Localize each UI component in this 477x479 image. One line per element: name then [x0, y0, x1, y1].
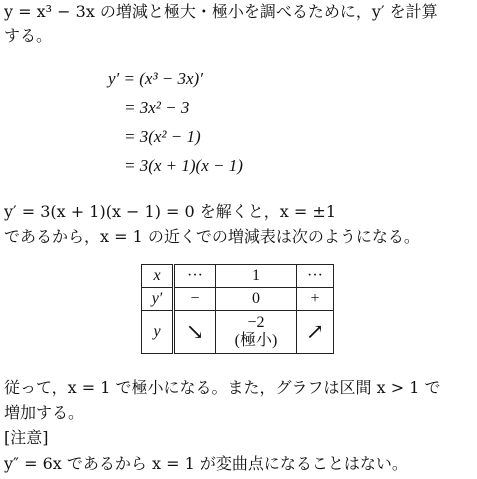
intro-line-2: する。 — [4, 26, 53, 45]
local-minimum-value: −2 — [247, 314, 265, 331]
table-cell-derivative-center: 0 — [216, 288, 297, 311]
conclusion-line-2: 増加する。 — [4, 403, 85, 422]
table-row-function — [142, 311, 334, 354]
local-minimum-note: (極小) — [234, 332, 278, 349]
table-cell-derivative-label: y′ — [142, 288, 174, 311]
increasing-arrow-icon: ↗ — [305, 319, 325, 344]
solve-line-2: であるから，x = 1 の近くでの増減表は次のようになる。 — [4, 227, 420, 246]
derivation-step-1: y′ = (x³ − 3x)′ — [108, 69, 203, 88]
table-cell-x-left: ··· — [174, 265, 216, 288]
table-row-x — [142, 265, 334, 288]
decreasing-arrow-icon: ↘ — [185, 319, 205, 344]
increase-decrease-table — [141, 264, 334, 354]
table-cell-derivative-right: + — [297, 288, 334, 311]
conclusion-line-1: 従って，x = 1 で極小になる。また，グラフは区間 x > 1 で — [4, 378, 441, 397]
note-heading: [注意] — [4, 428, 49, 447]
table-cell-x-label: x — [142, 265, 174, 288]
derivation-step-4: = 3(x + 1)(x − 1) — [124, 156, 243, 175]
table-cell-function-left — [174, 311, 216, 354]
table-cell-function-right — [297, 311, 334, 354]
note-text: y″ = 6x であるから x = 1 が変曲点になることはない。 — [4, 454, 408, 473]
table-cell-function-center — [216, 311, 297, 354]
intro-line-1: y = x³ − 3x の増減と極大・極小を調べるために，y′ を計算 — [4, 2, 438, 21]
table-cell-function-label: y — [142, 311, 174, 354]
solve-line-1: y′ = 3(x + 1)(x − 1) = 0 を解くと，x = ±1 — [4, 202, 336, 221]
derivation-step-2: = 3x² − 3 — [124, 98, 190, 117]
table-cell-x-right: ··· — [297, 265, 334, 288]
derivation-step-3: = 3(x² − 1) — [124, 127, 201, 146]
table-row-derivative — [142, 288, 334, 311]
table-cell-x-center: 1 — [216, 265, 297, 288]
table-cell-derivative-left: − — [174, 288, 216, 311]
